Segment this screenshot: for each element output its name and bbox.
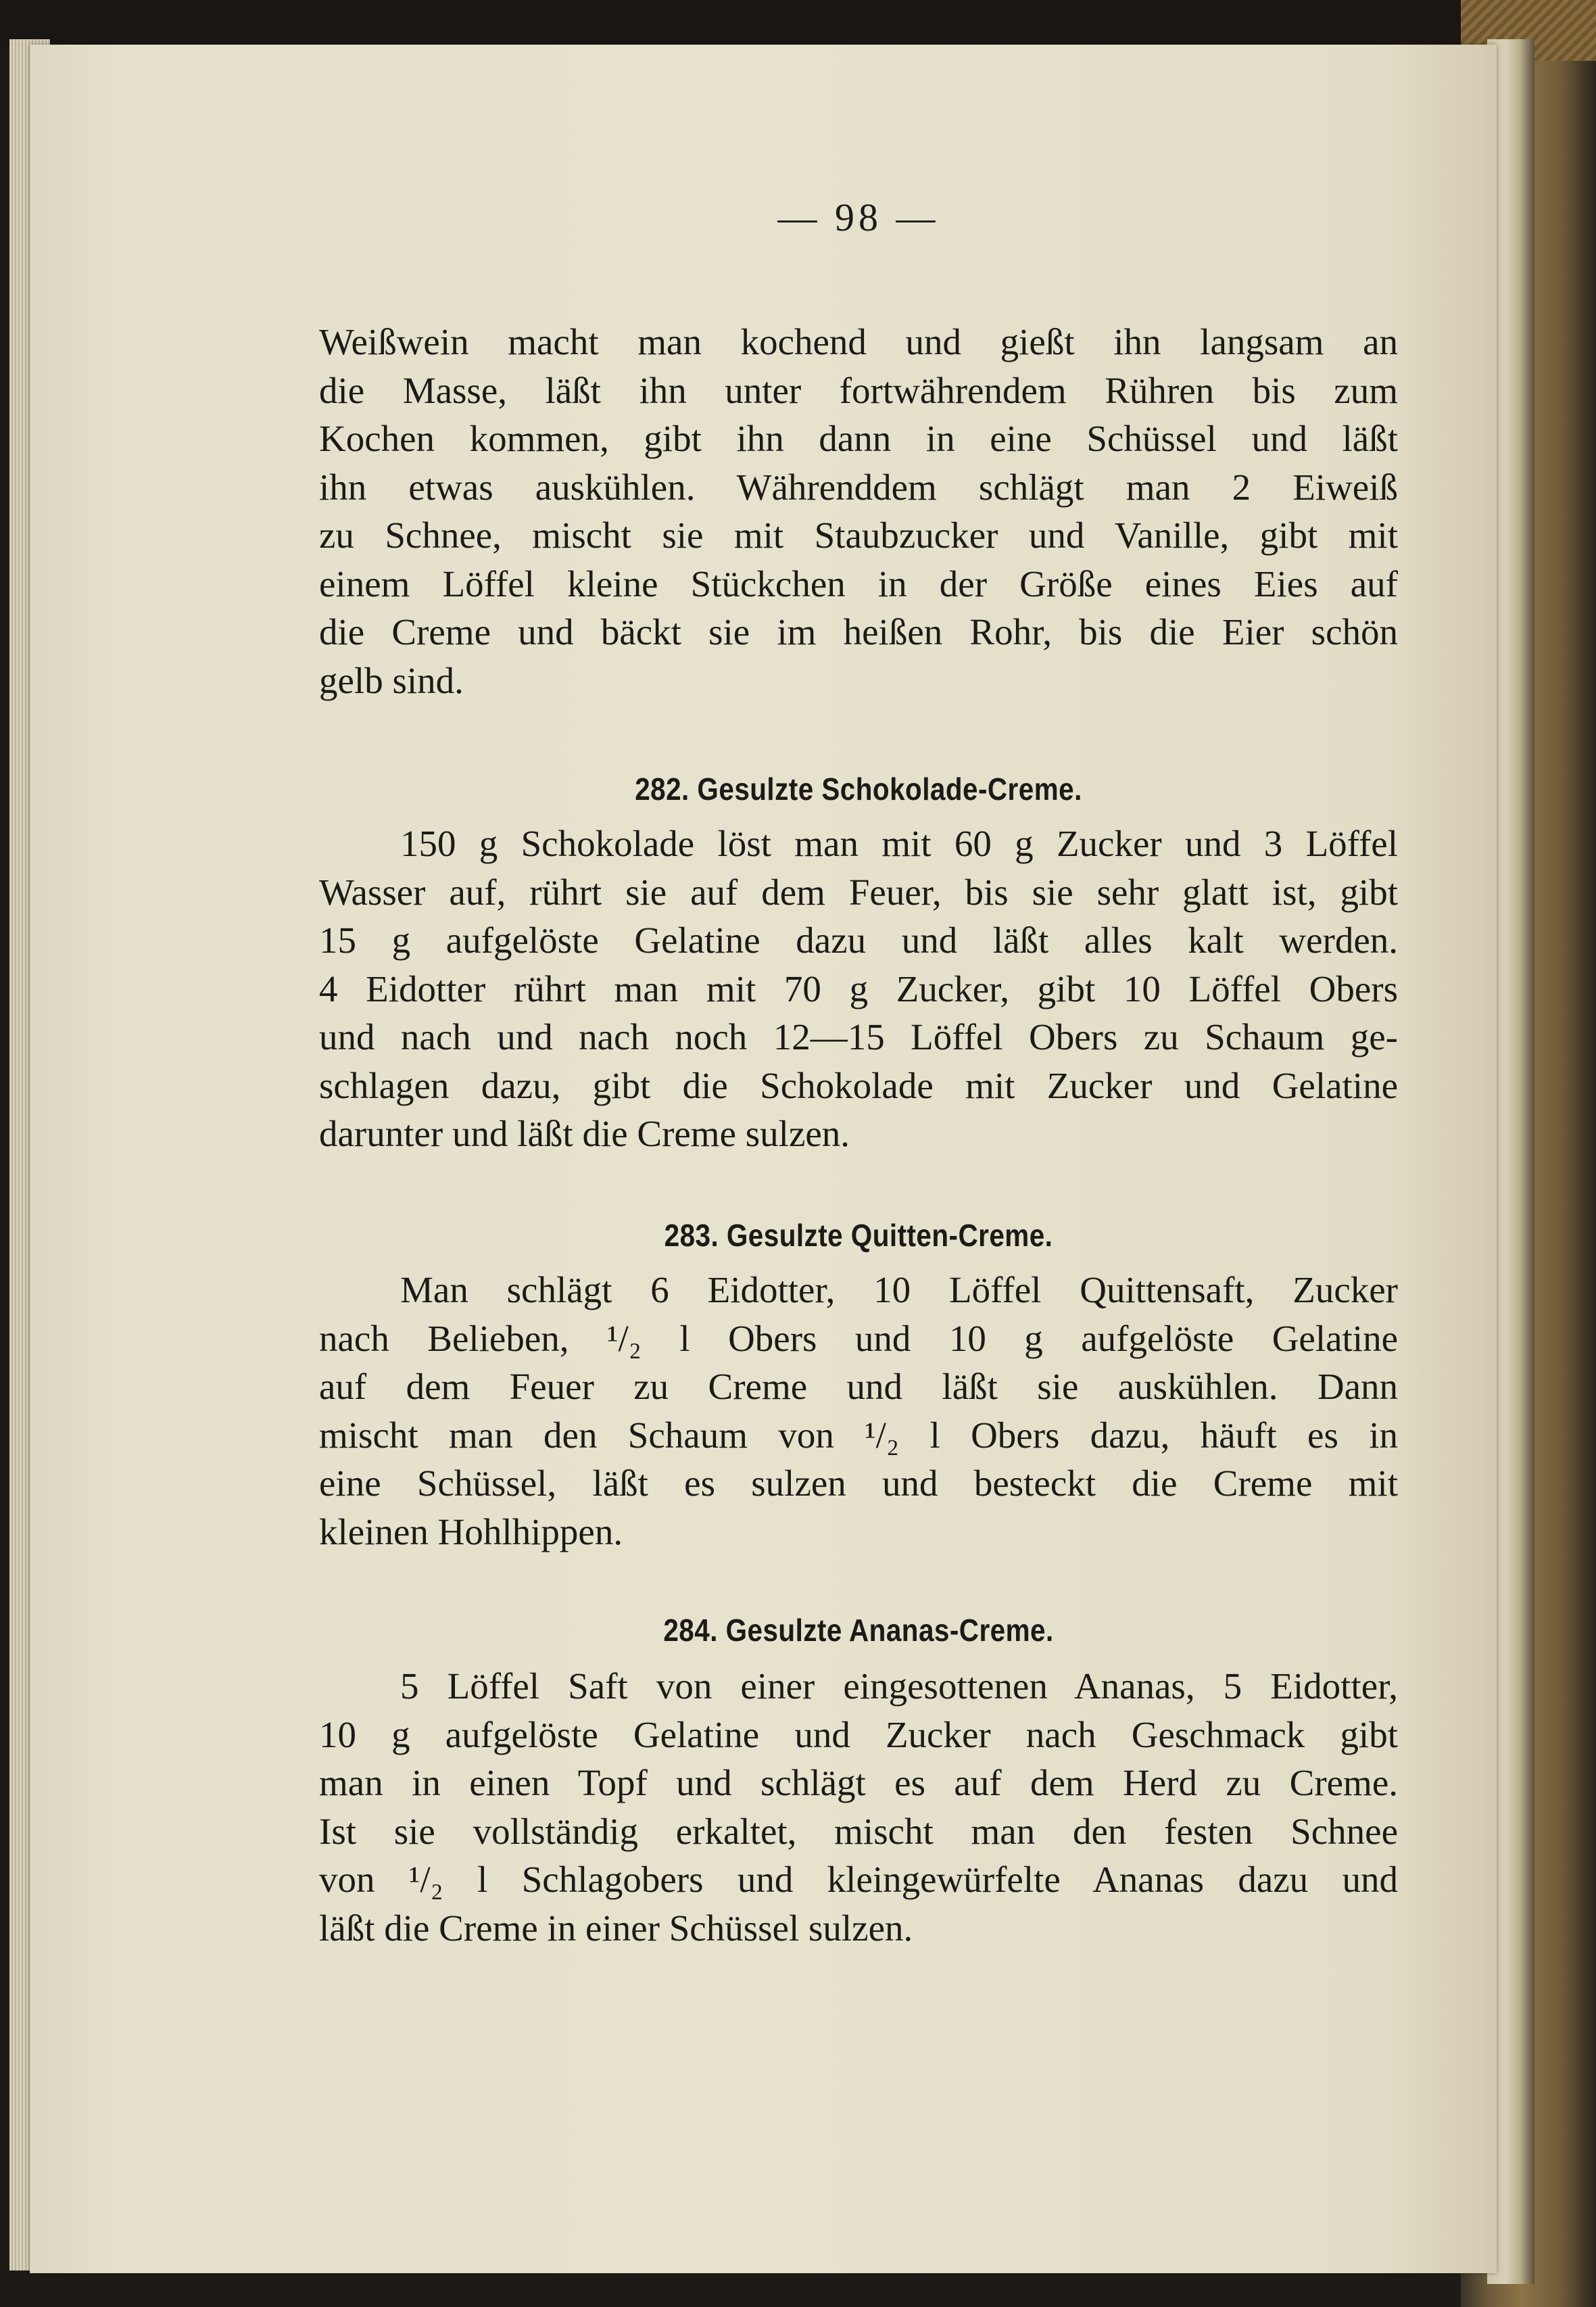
recipe-heading: 284. Gesulzte Ananas-Creme. [663,1613,1054,1648]
text-line: die Creme und bäckt sie im heißen Rohr, bis die Eier schön [319,611,1398,652]
text-line: nach Belieben, ¹/₂ l Obers und 10 g aufgelöste Gelatine [319,1317,1398,1359]
text-line: zu Schnee, mischt sie mit Staubzucker und Vanille, gibt mit [319,515,1398,556]
text-line: 4 Eidotter rührt man mit 70 g Zucker, gibt 10 Löffel Obers [319,968,1398,1009]
text-line: Man schlägt 6 Eidotter, 10 Löffel Quittensaft, Zucker [400,1269,1398,1310]
text-line: Weißwein macht man kochend und gießt ihn langsam an [319,321,1398,362]
text-line: die Masse, läßt ihn unter fortwährendem Rühren bis zum [319,369,1398,411]
text-line: ihn etwas auskühlen. Währenddem schlägt man 2 Eiweiß [319,466,1398,508]
text-line: kleinen Hohlhippen. [319,1511,623,1552]
text-line: 150 g Schokolade löst man mit 60 g Zucker und 3 Löffel [400,823,1398,864]
text-line: einem Löffel kleine Stückchen in der Größe eines Eies auf [319,563,1398,604]
text-line: 10 g aufgelöste Gelatine und Zucker nach Geschmack gibt [319,1713,1398,1755]
recipe-heading: 283. Gesulzte Quitten-Creme. [664,1218,1053,1253]
recipe-heading: 282. Gesulzte Schokolade-Creme. [635,771,1082,807]
text-line: 5 Löffel Saft von einer eingesottenen Ananas, 5 Eidotter, [400,1665,1398,1707]
text-line: von ¹/₂ l Schlagobers und kleingewürfelte Ananas dazu und [319,1859,1398,1900]
intro-paragraph [319,318,1398,705]
text-line: und nach und nach noch 12—15 Löffel Obers zu Schaum ge- [319,1016,1398,1057]
text-line: Wasser auf, rührt sie auf dem Feuer, bis sie sehr glatt ist, gibt [319,871,1398,913]
text-line: gelb sind. [319,659,464,701]
page-number: — 98 — [777,195,940,239]
recipe-paragraph [319,819,1398,1158]
recipe-paragraph [319,1662,1398,1952]
text-line: läßt die Creme in einer Schüssel sulzen. [319,1907,913,1949]
text-line: mischt man den Schaum von ¹/₂ l Obers dazu, häuft es in [319,1414,1398,1456]
text-line: eine Schüssel, läßt es sulzen und besteckt die Creme mit [319,1462,1398,1504]
recipe-paragraph [319,1266,1398,1556]
text-line: Kochen kommen, gibt ihn dann in eine Schüssel und läßt [319,418,1398,459]
scanner-border [0,0,1596,47]
book-page [30,45,1497,2273]
text-line: schlagen dazu, gibt die Schokolade mit Zucker und Gelatine [319,1064,1398,1106]
text-line: Ist sie vollständig erkaltet, mischt man den festen Schnee [319,1810,1398,1852]
text-line: darunter und läßt die Creme sulzen. [319,1113,850,1154]
text-line: man in einen Topf und schlägt es auf dem Herd zu Creme. [319,1762,1398,1803]
text-line: 15 g aufgelöste Gelatine dazu und läßt alles kalt werden. [319,920,1398,961]
text-line: auf dem Feuer zu Creme und läßt sie auskühlen. Dann [319,1366,1398,1407]
